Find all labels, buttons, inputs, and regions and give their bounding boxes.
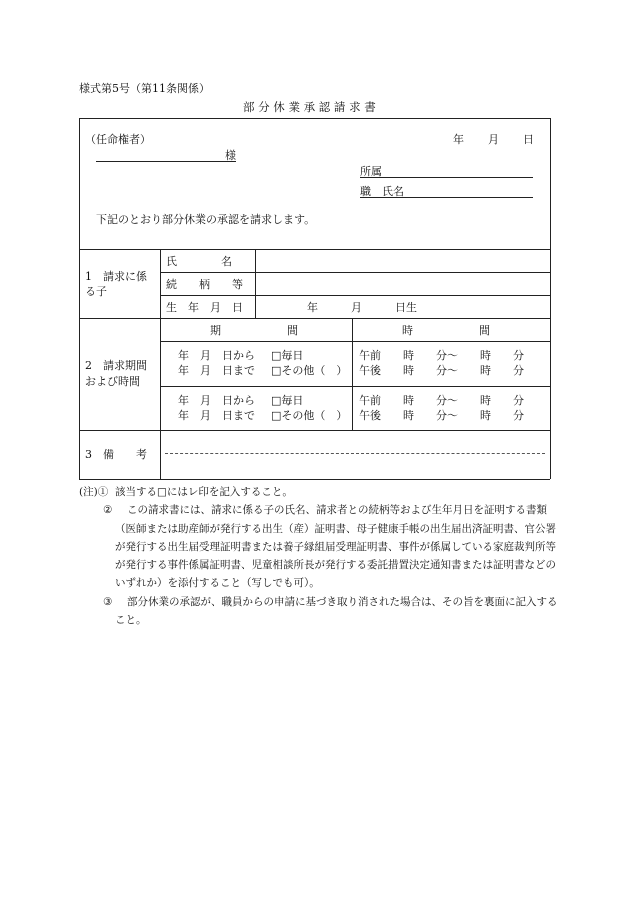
note-mark: ② — [103, 504, 113, 517]
section2-header-line — [160, 341, 550, 342]
section1-field-divider — [255, 249, 256, 318]
affiliation-label: 所属 — [360, 165, 382, 178]
section1-row1-line — [160, 272, 550, 273]
birthdate-label: 生 年 月 日 — [166, 301, 243, 314]
position-name-label: 職 氏名 — [360, 185, 404, 198]
section2-row-divider — [160, 386, 550, 387]
affiliation-line — [360, 177, 533, 178]
request-text: 下記のとおり部分休業の承認を請求します。 — [96, 213, 316, 226]
period2-to: 年 月 日まで — [178, 409, 255, 422]
date-year: 年 — [453, 133, 464, 146]
frame-left — [79, 118, 80, 479]
label-column-divider — [160, 249, 161, 479]
note-item — [79, 593, 559, 630]
time1-am: 午前 時 分～ 時 分 — [359, 349, 524, 362]
period2-daily-checkbox[interactable]: □毎日 — [271, 394, 304, 407]
notes — [79, 483, 559, 629]
form-title: 部 分 休 業 承 認 請 求 書 — [243, 100, 376, 114]
period2-other-checkbox[interactable]: □その他（ ） — [271, 409, 348, 422]
note-mark: ① — [97, 486, 109, 498]
frame-right — [550, 118, 551, 479]
remarks-label: 3 備 考 — [85, 448, 147, 461]
period1-other-checkbox[interactable]: □その他（ ） — [271, 364, 348, 377]
period1-to: 年 月 日まで — [178, 364, 255, 377]
note-item — [79, 501, 559, 592]
section3-top — [79, 430, 550, 431]
time-header: 時 間 — [402, 324, 490, 337]
appointer-line — [96, 161, 236, 162]
note-text: 該当する□にはレ印を記入すること。 — [115, 486, 293, 498]
section2-label-2: および時間 — [85, 375, 140, 388]
note-item — [79, 483, 559, 501]
note-mark: ③ — [103, 595, 113, 608]
section2-label-1: 2 請求期間 — [85, 359, 147, 372]
child-name-label: 氏 名 — [166, 255, 232, 268]
section2-period-time-divider — [352, 318, 353, 430]
period1-from: 年 月 日から — [178, 349, 255, 362]
birthdate-value: 年 月 日生 — [307, 301, 417, 314]
note-text: この請求書には、請求に係る子の氏名、請求者との続柄等および生年月日を証明する書類（医師または助産師が発行する出生（産）証明書、母子健康手帳の出生届出済証明書、官公署が発行する出生届受理証明書または養子縁組届受理証明書、事件が係属している家庭裁判所等が発行する事件係属証明書、児童相談所長が発行する委託措置決定通知書または証明書などのいずれか）を添付すること（写しでも可）。 — [115, 504, 556, 590]
appointer-label: （任命権者） — [85, 133, 151, 146]
notes-prefix: (注) — [79, 486, 98, 498]
remarks-dashed-line — [165, 453, 545, 454]
frame-bottom — [79, 479, 550, 480]
section1-label-1: 1 請求に係 — [85, 270, 147, 283]
date-day: 日 — [523, 133, 534, 146]
time1-pm: 午後 時 分～ 時 分 — [359, 364, 524, 377]
time2-pm: 午後 時 分～ 時 分 — [359, 409, 524, 422]
position-name-line — [360, 197, 533, 198]
form-id: 様式第5号（第11条関係） — [79, 82, 210, 95]
relationship-label: 続 柄 等 — [166, 278, 243, 291]
period-header: 期 間 — [210, 324, 298, 337]
frame-top — [79, 118, 550, 119]
time2-am: 午前 時 分～ 時 分 — [359, 394, 524, 407]
sama-label: 様 — [225, 149, 236, 162]
section1-row2-line — [160, 295, 550, 296]
section1-top — [79, 249, 550, 250]
section1-label-2: る子 — [85, 285, 107, 298]
note-text: 部分休業の承認が、職員からの申請に基づき取り消された場合は、その旨を裏面に記入すること。 — [115, 595, 558, 627]
date-month: 月 — [488, 133, 499, 146]
section2-top — [79, 318, 550, 319]
period1-daily-checkbox[interactable]: □毎日 — [271, 349, 304, 362]
period2-from: 年 月 日から — [178, 394, 255, 407]
